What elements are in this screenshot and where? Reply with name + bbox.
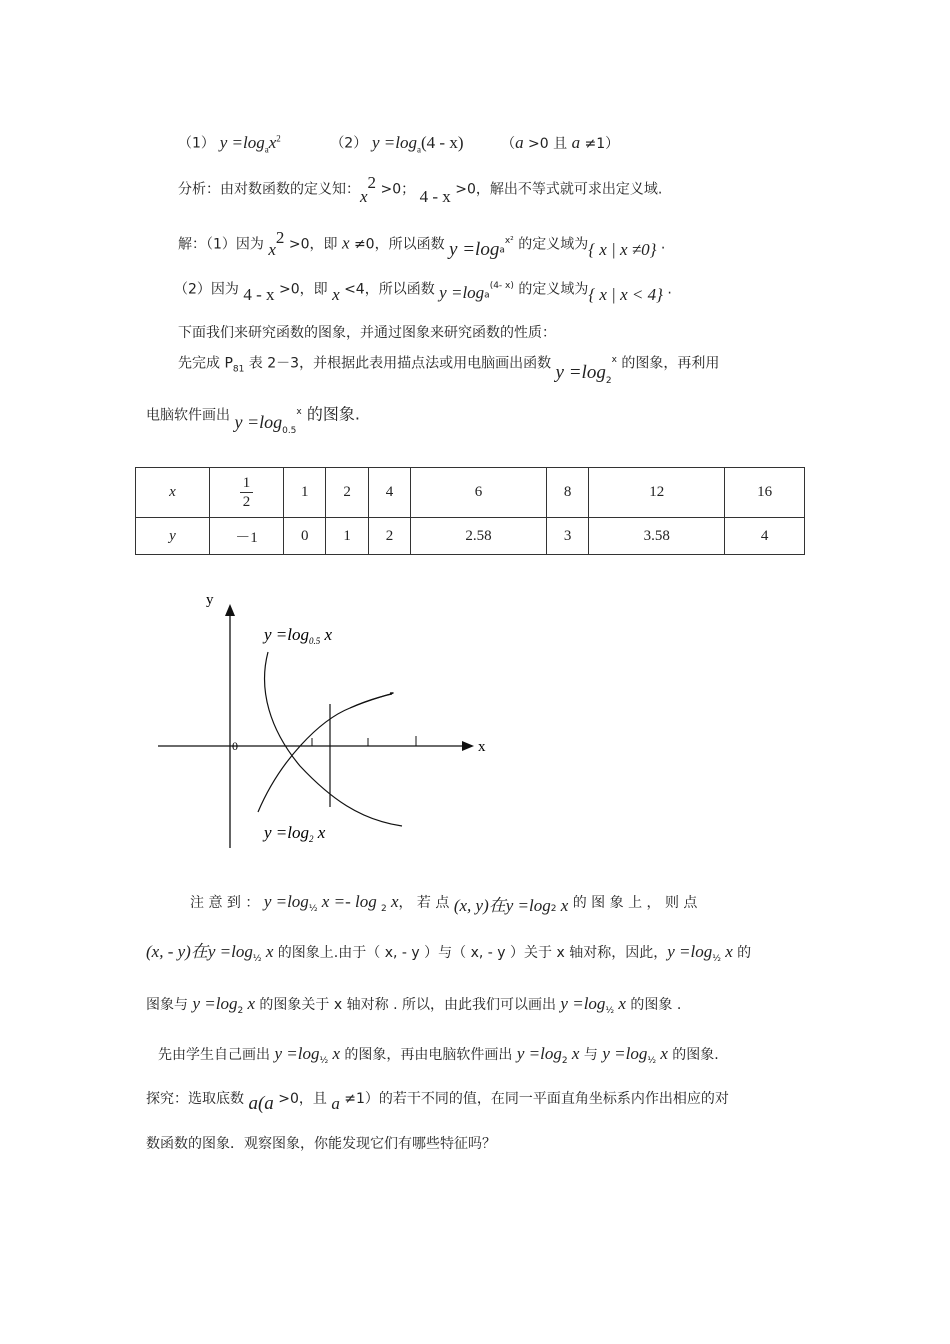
fraction: [240, 474, 254, 511]
text: 分析：由对数函数的定义知：: [178, 181, 360, 198]
table-cell: 6: [411, 468, 547, 518]
formula: (x, - y)在y =log: [146, 942, 253, 961]
table-cell: 4: [368, 468, 410, 518]
formula: y =log: [192, 994, 238, 1013]
formula: y =log: [555, 361, 606, 383]
sub: 2: [237, 1005, 244, 1016]
sup: x: [296, 407, 302, 417]
text: >0，且: [273, 1091, 332, 1107]
text: .: [662, 281, 672, 298]
table-cell: 2: [326, 468, 368, 518]
formula: y =log: [449, 238, 500, 260]
text: >0，解出不等式就可求出定义域.: [450, 181, 663, 198]
formula: y =log: [274, 1044, 320, 1063]
sub: ½: [308, 903, 318, 914]
x-axis-label: x: [478, 739, 486, 755]
table-cell: 16: [725, 468, 805, 518]
text: >0，即: [274, 281, 333, 298]
var: a: [331, 1094, 340, 1113]
formula-var: x: [328, 1044, 340, 1063]
formula-arg: (4 - x): [421, 132, 464, 152]
label-var: x: [313, 823, 326, 842]
formula-var: x: [261, 942, 274, 961]
paragraph: 数函数的图象．观察图象，你能发现它们有哪些特征吗？: [146, 1136, 496, 1152]
log05-label: [262, 625, 333, 646]
table-cell: [210, 468, 284, 518]
log2-label: [262, 823, 326, 844]
sub: 0.5: [282, 426, 297, 437]
formula: y =log: [602, 1044, 648, 1063]
sup: (4- x): [489, 281, 514, 291]
var: x: [360, 186, 368, 206]
analysis-line: [178, 173, 663, 206]
text: 的: [732, 945, 752, 961]
text: 电脑软件画出: [146, 407, 235, 424]
sub: 2: [380, 903, 387, 914]
text: ≠1）的若干不同的值，在同一平面直角坐标系内作出相应的对: [339, 1091, 729, 1107]
text: >0，即: [284, 236, 342, 253]
cond-var: a: [515, 132, 524, 152]
sub: 2: [550, 903, 557, 914]
text: 先完成 P: [178, 355, 233, 372]
formula: y =log: [667, 942, 713, 961]
text: ≠0，所以函数: [349, 236, 450, 253]
log05-curve: [265, 652, 402, 826]
text: 表 2－3，并根据此表用描点法或用电脑画出函数: [244, 355, 556, 372]
sup: 2: [367, 173, 377, 192]
text: 的定义域为: [513, 236, 589, 253]
label-text: y =log: [264, 823, 309, 842]
formula-sub: a: [417, 144, 422, 155]
formula-var: x: [243, 994, 255, 1013]
var: x: [332, 284, 340, 304]
solution-line-1: [178, 228, 665, 260]
text: 解：（1）因为: [178, 236, 269, 253]
domain-set: { x | x ≠0}: [588, 239, 657, 259]
var: x: [268, 239, 276, 259]
label-var: x: [320, 625, 333, 644]
paragraph: [146, 1088, 729, 1114]
text: 注 意 到 ：: [190, 895, 264, 911]
formula: a(a: [248, 1093, 274, 1114]
formula-var: x: [386, 892, 399, 911]
text: 的图象，再利用: [616, 355, 720, 372]
formula: y =log: [263, 892, 309, 911]
formula: y =log: [560, 994, 606, 1013]
problem-line: [178, 128, 619, 159]
formula-var: x: [567, 1044, 580, 1063]
expression: 4 - x: [419, 186, 451, 206]
table-cell: 2: [368, 518, 410, 555]
text: （2）因为: [174, 281, 244, 298]
formula-var: x: [556, 896, 569, 915]
cond-text: ≠1）: [580, 135, 620, 152]
var: x: [341, 233, 350, 253]
formula-sup: 2: [276, 133, 281, 143]
paragraph: [146, 994, 681, 1021]
paragraph: [158, 1044, 719, 1071]
sub: ½: [252, 953, 262, 964]
text: .: [656, 236, 666, 253]
formula-text: y =log: [372, 132, 418, 152]
x-axis-arrow: [462, 741, 474, 751]
text: 的图象.: [667, 1047, 719, 1063]
fraction-denominator: 2: [242, 494, 251, 510]
text: 图象与: [146, 997, 193, 1013]
formula-var: x: [656, 1044, 668, 1063]
item-number: （1）: [178, 135, 215, 152]
sub: ½: [712, 953, 721, 964]
paragraph: [178, 350, 720, 387]
table-cell: 3.58: [589, 518, 725, 555]
expression: 4 - x: [243, 284, 275, 304]
text: 探究：选取底数: [146, 1091, 249, 1107]
formula-var: x: [720, 942, 733, 961]
text: 的图象 .: [625, 997, 682, 1013]
formula: y =log: [516, 1044, 562, 1063]
cond-text: （: [501, 135, 516, 152]
item-number: （2）: [330, 135, 368, 152]
text: 的图象.: [301, 404, 360, 424]
paragraph: 下面我们来研究函数的图象，并通过图象来研究函数的性质：: [178, 325, 556, 341]
row-header: y: [136, 518, 210, 555]
formula: x =- log: [317, 892, 381, 911]
table-cell: 3: [546, 518, 588, 555]
table-row-y: [136, 518, 805, 555]
table-cell: 2.58: [411, 518, 547, 555]
formula-text: y =log: [219, 132, 265, 152]
sub: 2: [561, 1055, 568, 1066]
log2-curve: [258, 693, 393, 812]
text: 与: [579, 1047, 603, 1063]
cond-text: >0 且: [523, 135, 572, 152]
value-table: [135, 467, 805, 555]
fraction-numerator: 1: [240, 474, 254, 493]
paragraph: [146, 942, 751, 969]
sub: ½: [605, 1005, 615, 1016]
y-axis-arrow: [225, 604, 235, 616]
domain-set: { x | x < 4}: [588, 284, 663, 304]
text: 的图象，再由电脑软件画出: [339, 1047, 517, 1063]
table-cell: －1: [210, 518, 284, 555]
text: ， 若 点: [398, 895, 454, 911]
y-axis-label: y: [206, 592, 214, 608]
label-text: y =log: [264, 625, 309, 644]
table-cell: 8: [546, 468, 588, 518]
formula: [219, 132, 281, 155]
formula: y =log: [439, 282, 485, 302]
sub: a: [484, 290, 490, 301]
table-cell: 1: [326, 518, 368, 555]
formula: [372, 132, 464, 155]
table-cell: 4: [725, 518, 805, 555]
paragraph: [190, 892, 697, 919]
sub: a: [499, 245, 505, 256]
text: 的 图 象 上 ， 则 点: [568, 895, 698, 911]
text: 的定义域为: [513, 281, 589, 298]
formula: y =log: [234, 411, 283, 432]
table-cell: 0: [284, 518, 326, 555]
table-cell: 12: [589, 468, 725, 518]
formula: (x, y)在y =log: [453, 896, 551, 915]
sup: x²: [504, 236, 514, 246]
sub: ½: [319, 1055, 329, 1066]
text: <4，所以函数: [339, 281, 440, 298]
sub: 81: [232, 364, 245, 375]
condition: [501, 132, 620, 152]
text: 的图象关于 x 轴对称 . 所以，由此我们可以画出: [254, 997, 561, 1013]
label-sub: 2: [309, 834, 314, 844]
origin-label: 0: [232, 739, 238, 753]
table-cell: 1: [284, 468, 326, 518]
sub: 2: [605, 376, 612, 387]
text: 的图象上.由于（ x, - y ）与（ x, - y ）关于 x 轴对称，因此，: [273, 945, 668, 961]
sup: 2: [275, 228, 285, 247]
log-graph: [140, 580, 500, 860]
paragraph: [146, 402, 360, 437]
sup: x: [611, 355, 617, 365]
text: 先由学生自己画出: [158, 1047, 275, 1063]
solution-line-2: [174, 276, 672, 305]
label-sub: 0.5: [309, 636, 321, 646]
row-header: x: [136, 468, 210, 518]
formula-var: x: [268, 132, 277, 152]
cond-var: a: [571, 132, 581, 152]
formula-var: x: [614, 994, 626, 1013]
table-row-x: [136, 468, 805, 518]
sub: ½: [647, 1055, 657, 1066]
formula-sub: a: [264, 144, 269, 155]
text: >0；: [376, 181, 416, 198]
